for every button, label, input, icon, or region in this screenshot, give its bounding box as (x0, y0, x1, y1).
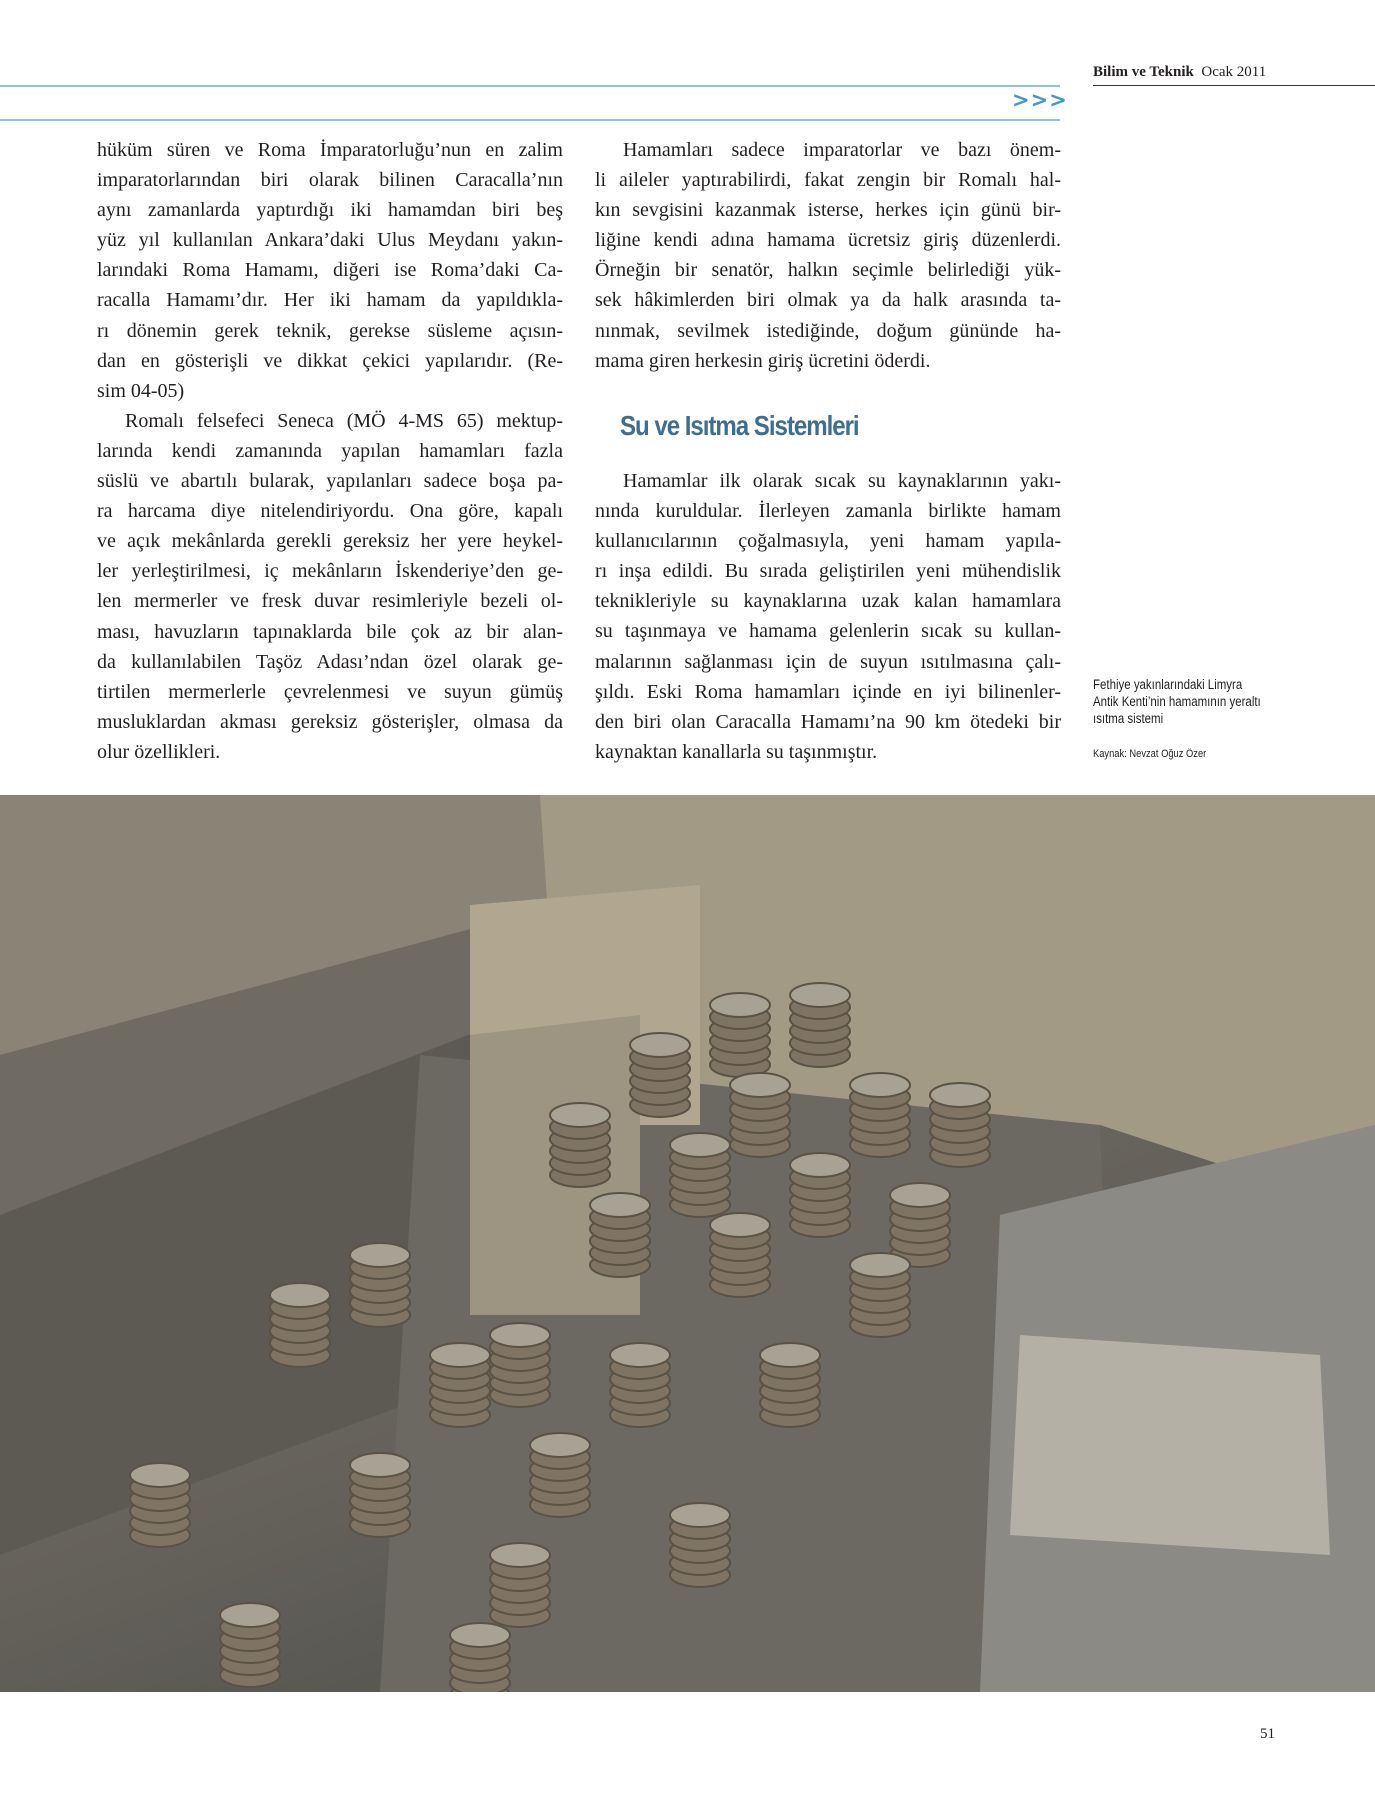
text-line: ması, havuzların tapınaklarda bile çok az bir alan- (97, 620, 563, 643)
text-line: imparatorlarından biri olarak bilinen Caracalla’nın (97, 169, 563, 192)
pillar-tile (220, 1603, 280, 1627)
text-line: rı dönemin gerek teknik, gerekse süsleme açısın- (97, 319, 563, 342)
text-line: Hamamları sadece imparatorlar ve bazı önem- (623, 139, 1061, 161)
text-line: dan en gösterişli ve dikkat çekici yapılarıdır. (Re- (97, 349, 563, 372)
pillar-tile (670, 1503, 730, 1527)
pillar-tile (270, 1283, 330, 1307)
section-heading: Su ve Isıtma Sistemleri (620, 410, 859, 441)
text-line: den biri olan Caracalla Hamamı’na 90 km ötedeki bir (595, 710, 1061, 733)
text-line: sim 04-05) (97, 379, 185, 402)
pillar-tile (490, 1543, 550, 1567)
pillar-tile (670, 1133, 730, 1157)
right-column-paragraph-1 (595, 135, 1061, 376)
pillar-tile (450, 1623, 510, 1647)
pillar-tile (790, 983, 850, 1007)
text-line: ve açık mekânlarda gerekli gereksiz her yere heykel- (97, 530, 563, 553)
text-line: ler yerleştirilmesi, iç mekânların İskenderiye’den ge- (97, 560, 563, 583)
pillar-tile (490, 1323, 550, 1347)
text-line: kaynaktan kanallarla su taşınmıştır. (595, 740, 878, 763)
text-line: hüküm süren ve Roma İmparatorluğu’nun en zalim (97, 139, 563, 161)
text-line: liğine kendi adına hamama ücretsiz giriş düzenlerdi. (595, 229, 1061, 252)
pillar-tile (590, 1193, 650, 1217)
caption-line: ısıtma sistemi (1093, 711, 1164, 726)
pillar-tile (710, 1213, 770, 1237)
text-line: teknikleriyle su kaynaklarına uzak kalan hamamlara (595, 590, 1061, 613)
text-line: şıldı. Eski Roma hamamları içinde en iyi bilinenler- (595, 680, 1061, 703)
pillar-tile (730, 1073, 790, 1097)
pillar-tile (890, 1183, 950, 1207)
text-line: larında kendi zamanında yapılan hamamları fazla (97, 439, 563, 462)
running-header (1093, 64, 1266, 81)
header-underline (1093, 85, 1375, 86)
text-line: len mermerler ve fresk duvar resimleriyle bezeli ol- (97, 590, 563, 613)
text-line: kullanıcılarının çoğalmasıyla, yeni hamam yapıla- (595, 530, 1061, 553)
text-line: kın sevgisini kazanmak isterse, herkes için günü bir- (595, 199, 1061, 222)
text-line: nında kuruldular. İlerleyen zamanla birlikte hamam (595, 500, 1061, 523)
text-line: tirtilen mermerlerle çevrelenmesi ve suyun gümüş (97, 680, 563, 703)
pillar-tile (610, 1343, 670, 1367)
text-line: rı inşa edildi. Bu sırada geliştirilen yeni mühendislik (595, 560, 1061, 583)
pillar-tile (430, 1343, 490, 1367)
pillar-tile (850, 1253, 910, 1277)
text-line: li aileler yaptırabilirdi, fakat zengin bir Romalı hal- (595, 169, 1061, 192)
pillar-tile (630, 1033, 690, 1057)
photo-credit: Kaynak: Nevzat Oğuz Özer (1093, 748, 1207, 760)
continue-arrows: >>> (1012, 88, 1068, 112)
left-column (97, 135, 563, 767)
text-line: larındaki Roma Hamamı, diğeri ise Roma’daki Ca- (97, 259, 563, 282)
text-line: ra harcama diye nitelendiriyordu. Ona göre, kapalı (97, 500, 563, 523)
text-line: malarının sağlanması için de suyun ısıtılmasına çalı- (595, 650, 1061, 673)
text-line: aynı zamanlarda yaptırdığı iki hamamdan biri beş (97, 199, 563, 222)
magazine-name: Bilim ve Teknik (1093, 64, 1194, 80)
text-line: sek hâkimlerden biri olmak ya da halk arasında ta- (595, 289, 1061, 312)
pillar-tile (710, 993, 770, 1017)
hypocaust-photo (0, 795, 1375, 1692)
text-line: Hamamlar ilk olarak sıcak su kaynaklarının yakı- (623, 470, 1061, 492)
text-line: su taşınmaya ve hamama gelenlerin sıcak su kullan- (595, 620, 1061, 643)
text-line: da kullanılabilen Taşöz Adası’ndan özel olarak ge- (97, 650, 563, 673)
text-line: olur özellikleri. (97, 740, 221, 763)
pillar-tile (790, 1153, 850, 1177)
caption-line: Fethiye yakınlarındaki Limyra (1093, 677, 1243, 692)
text-line: racalla Hamamı’dır. Her iki hamam da yapıldıkla- (97, 289, 563, 312)
page-number: 51 (1260, 1726, 1275, 1742)
text-line: musluklardan akması gereksiz gösterişler, olmasa da (97, 710, 563, 733)
bottom-rule (0, 119, 1060, 121)
pillar-tile (850, 1073, 910, 1097)
pillar-tile (350, 1453, 410, 1477)
text-line: süslü ve abartılı bularak, yapılanları sadece boşa pa- (97, 470, 563, 493)
pillar-tile (550, 1103, 610, 1127)
text-line: nınmak, sevilmek istediğinde, doğum gününde ha- (595, 319, 1061, 342)
pillar-tile (930, 1083, 990, 1107)
pillar-tile (130, 1463, 190, 1487)
text-line: Romalı felsefeci Seneca (MÖ 4-MS 65) mektup- (125, 409, 563, 432)
text-line: Örneğin bir senatör, halkın seçimle belirlediği yük- (595, 259, 1061, 282)
right-column-paragraph-2 (595, 466, 1061, 767)
issue-date: Ocak 2011 (1201, 64, 1267, 80)
top-rule (0, 85, 1060, 87)
photo-caption (1093, 676, 1289, 727)
pillar-tile (350, 1243, 410, 1267)
caption-line: Antik Kenti’nin hamamının yeraltı (1093, 694, 1261, 709)
text-line: mama giren herkesin giriş ücretini öderdi. (595, 349, 931, 372)
hypocaust-illustration (0, 795, 1375, 1692)
pillar-tile (530, 1433, 590, 1457)
pillar-tile (760, 1343, 820, 1367)
text-line: yüz yıl kullanılan Ankara’daki Ulus Meydanı yakın- (97, 229, 563, 252)
